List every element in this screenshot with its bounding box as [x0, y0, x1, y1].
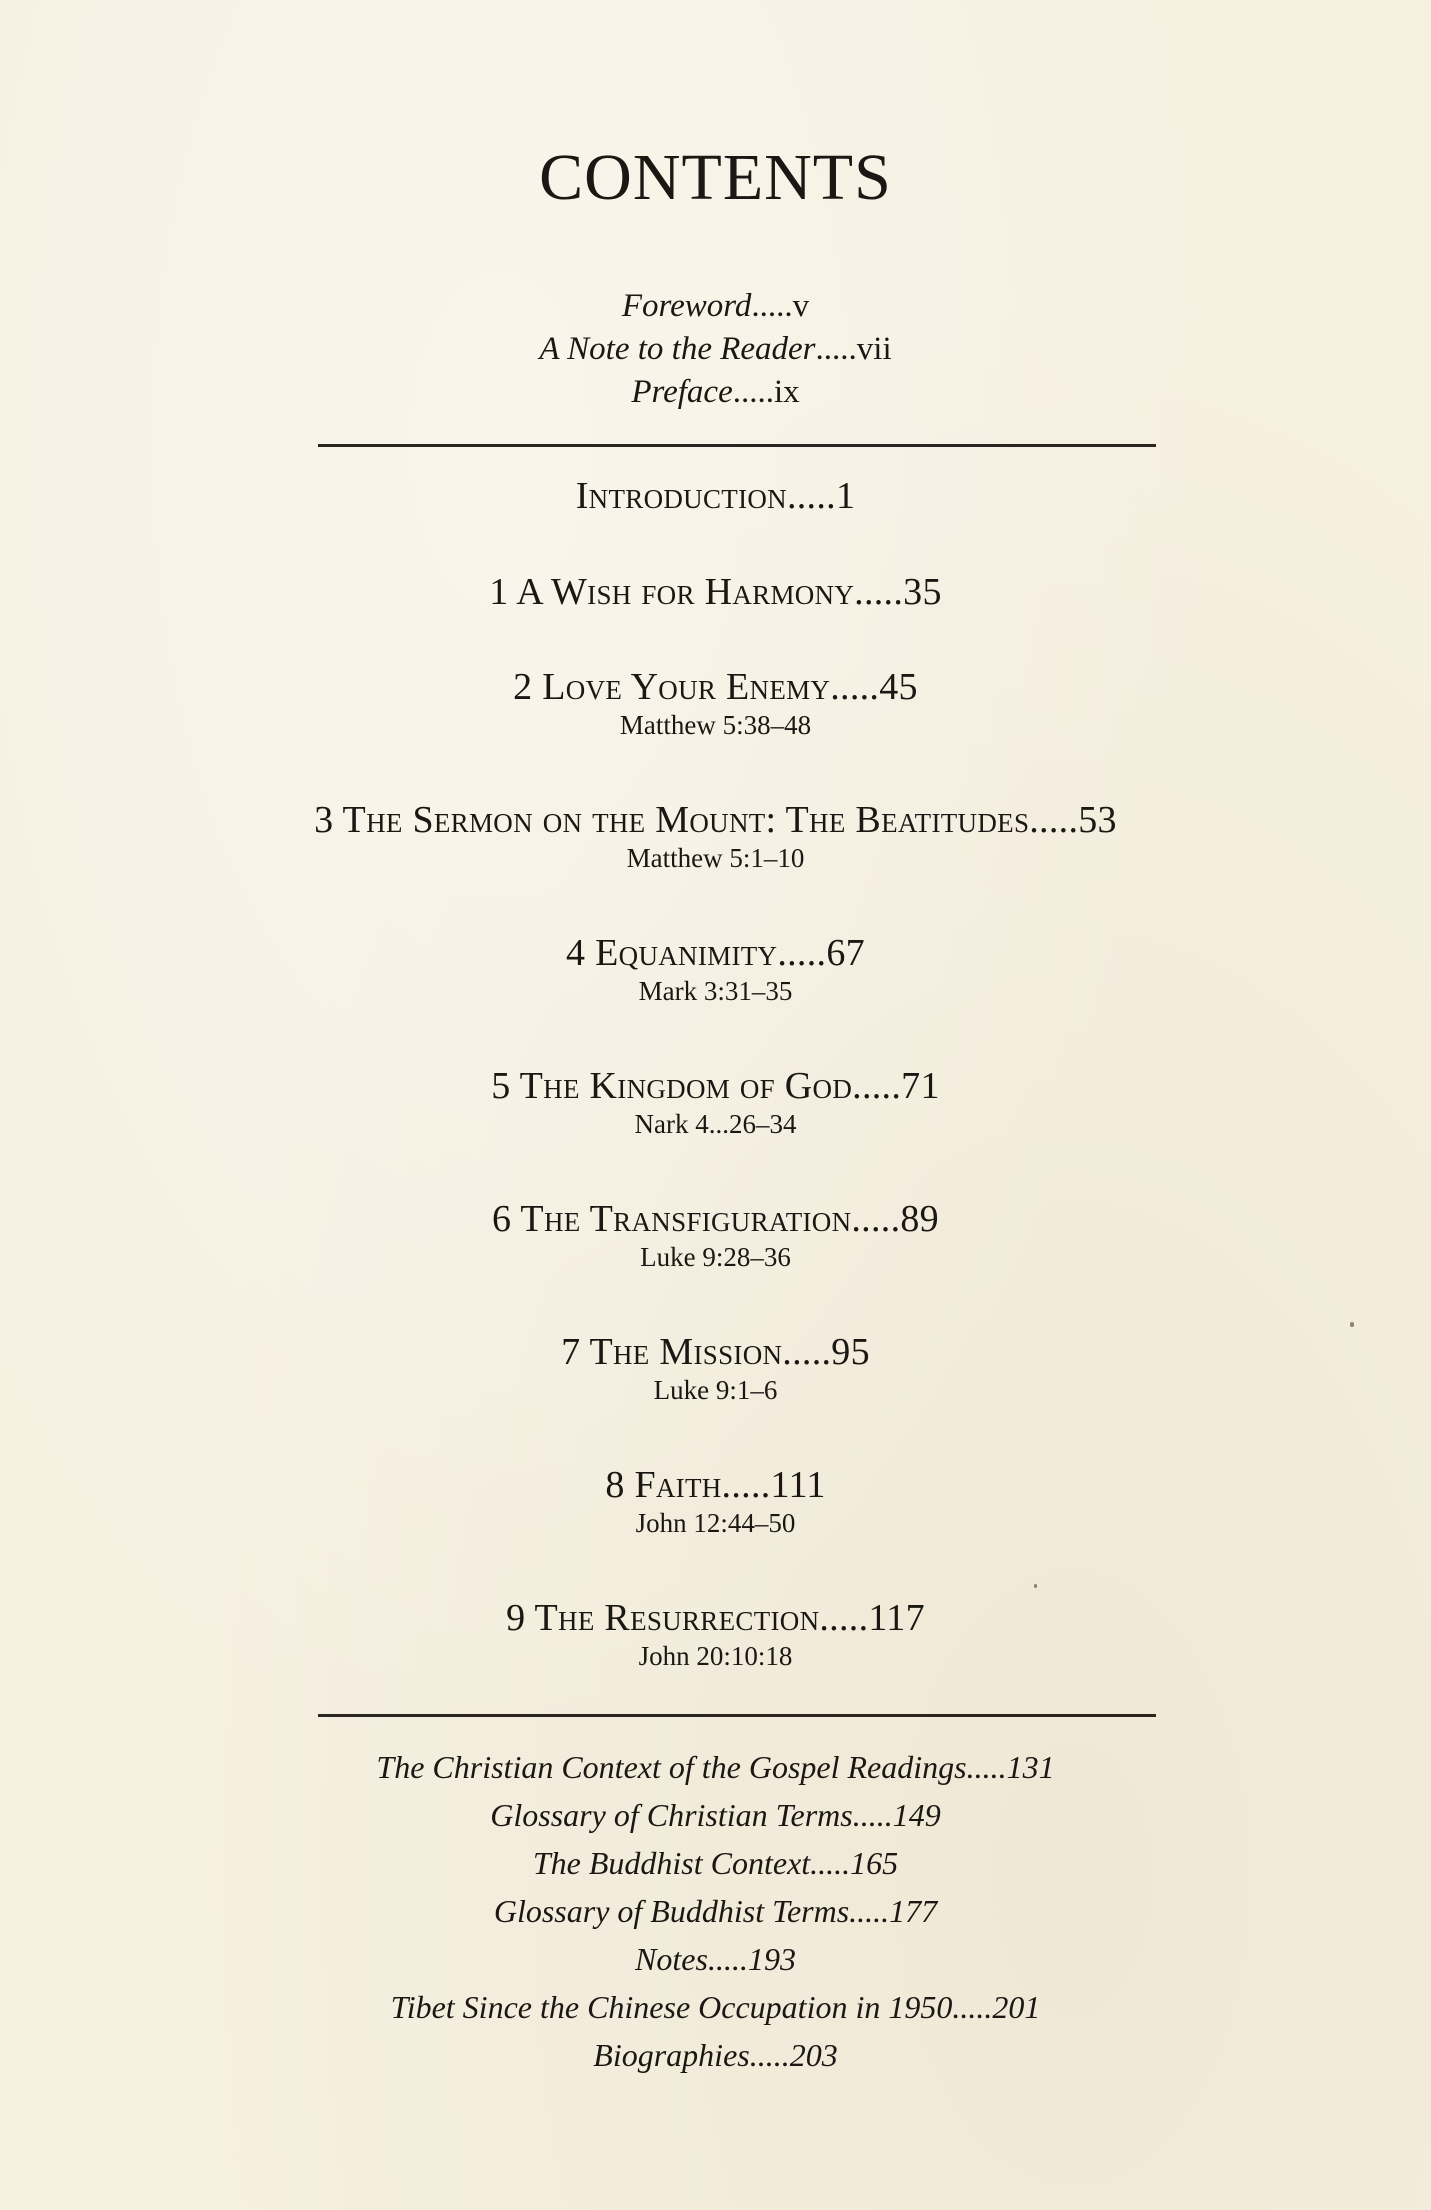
scripture-reference: Luke 9:1–6 — [653, 1375, 778, 1405]
chapter-heading: 6 The Transfiguration.....89 — [492, 1198, 939, 1240]
chapter-heading: 4 Equanimity.....67 — [566, 932, 865, 974]
chapter-heading: 8 Faith.....111 — [605, 1464, 826, 1506]
scripture-reference: Nark 4...26–34 — [634, 1109, 797, 1139]
toc-entry-chapter-6[interactable] — [0, 1197, 1431, 1273]
front-matter-leader: ..... — [732, 374, 774, 410]
front-matter-item-foreword[interactable] — [0, 285, 1431, 328]
toc-entry-chapter-3[interactable] — [0, 798, 1431, 874]
toc-entry-chapter-7[interactable] — [0, 1330, 1431, 1406]
toc-entry-chapter-8[interactable] — [0, 1463, 1431, 1539]
toc-entry-chapter-2[interactable] — [0, 665, 1431, 741]
toc-entry-chapter-1[interactable] — [0, 570, 1431, 614]
chapter-heading: 2 Love Your Enemy.....45 — [513, 666, 918, 708]
back-matter-item[interactable]: The Buddhist Context.....165 — [532, 1845, 899, 1881]
paper-speck — [1034, 1584, 1037, 1588]
front-matter-leader: ..... — [815, 331, 857, 367]
scripture-reference: John 20:10:18 — [638, 1641, 793, 1671]
back-matter-item[interactable]: The Christian Context of the Gospel Readings.....131 — [376, 1749, 1055, 1785]
bottom-divider — [318, 1714, 1156, 1717]
front-matter-item-note-to-reader[interactable] — [0, 328, 1431, 371]
toc-entry-chapter-4[interactable] — [0, 931, 1431, 1007]
toc-entry-chapter-5[interactable] — [0, 1064, 1431, 1140]
page-title: CONTENTS — [539, 141, 892, 214]
chapter-heading: 1 A Wish for Harmony.....35 — [489, 571, 942, 613]
scripture-reference: Mark 3:31–35 — [638, 976, 793, 1006]
toc-entry-chapter-9[interactable] — [0, 1596, 1431, 1672]
scripture-reference: Matthew 5:1–10 — [626, 843, 805, 873]
introduction-heading: Introduction.....1 — [575, 475, 856, 517]
chapter-heading: 7 The Mission.....95 — [561, 1331, 870, 1373]
chapter-heading: 9 The Resurrection.....117 — [506, 1597, 925, 1639]
front-matter-leader: ..... — [751, 288, 793, 324]
scripture-reference: Luke 9:28–36 — [640, 1242, 791, 1272]
toc-entry-introduction[interactable] — [0, 474, 1431, 518]
scripture-reference: Matthew 5:38–48 — [619, 710, 812, 740]
paper-speck — [1350, 1322, 1354, 1327]
back-matter-item[interactable]: Biographies.....203 — [593, 2037, 838, 2073]
chapter-heading: 3 The Sermon on the Mount: The Beatitudes.....53 — [314, 799, 1117, 841]
back-matter-item[interactable]: Glossary of Christian Terms.....149 — [490, 1797, 941, 1833]
front-matter-page: ix — [773, 374, 800, 410]
top-divider — [318, 444, 1156, 447]
front-matter-page: vii — [856, 331, 892, 367]
front-matter-page: v — [792, 288, 810, 324]
front-matter-list — [0, 285, 1431, 414]
back-matter-list — [0, 1743, 1431, 2079]
chapter-heading: 5 The Kingdom of God.....71 — [491, 1065, 940, 1107]
scripture-reference: John 12:44–50 — [635, 1508, 796, 1538]
front-matter-label: Preface — [631, 374, 733, 410]
back-matter-item[interactable]: Tibet Since the Chinese Occupation in 1950.....201 — [390, 1989, 1041, 2025]
back-matter-item[interactable]: Notes.....193 — [635, 1941, 796, 1977]
front-matter-label: A Note to the Reader — [539, 331, 816, 367]
front-matter-label: Foreword — [621, 288, 752, 324]
front-matter-item-preface[interactable] — [0, 371, 1431, 414]
back-matter-item[interactable]: Glossary of Buddhist Terms.....177 — [493, 1893, 938, 1929]
